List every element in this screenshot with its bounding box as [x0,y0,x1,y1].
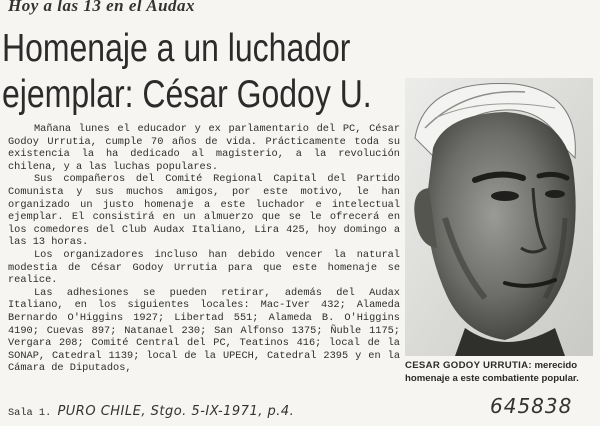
headline [2,26,372,118]
caption-text: merecido homenaje a este combatiente popular. [405,360,579,384]
caption-name: CESAR GODOY URRUTIA: [405,360,532,371]
photo-caption [405,360,597,385]
headline-line-1: Homenaje a un luchador [2,27,351,70]
body-paragraph: Los organizadores incluso han debido vencer la natural modestia de César Godoy Urrutia para que este homenaje se realice. [8,248,400,287]
source-line [8,404,294,419]
source-prefix: Sala 1. [8,407,52,419]
article-body [8,123,400,375]
portrait-image [405,78,593,356]
headline-line-2: ejemplar: César Godoy U. [2,73,372,116]
body-paragraph: Las adhesiones se pueden retirar, además del Audax Italiano, en los siguientes locales: Mac-Iver 432; Alameda Bernardo O'Higgins 1927; Libertad 551; Alameda B. O'Higgins 4190; Cuevas 897; Natanael 230; San Alfonso 1375; Ñuble 1175; Vergara 208; Comité Central del PC, Teatinos 416; local de la SONAP, Catedral 1139; local de la UPECH, Catedral 2395 y en la Cámara de Diputados, [8,286,400,375]
body-paragraph: Sus compañeros del Comité Regional Capital del Partido Comunista y sus muchos amigos, por este motivo, le han organizado un justo homenaje a este luchador e intelectual ejemplar. El consistirá en un almuerzo que se le ofrecerá en los comedores del Club Audax Italiano, Lira 425, hoy domingo a las 13 horas. [8,173,400,249]
archive-stamp-number: 645838 [490,394,573,418]
handwritten-citation: PURO CHILE, Stgo. 5-IX-1971, p.4. [57,404,295,419]
body-paragraph: Mañana lunes el educador y ex parlamentario del PC, César Godoy Urrutia, cumple 70 años de vida. Prácticamente toda su existencia la ha dedicado al magisterio, a la revolución chilena, y a las luchas populares. [8,123,400,173]
portrait-photo [405,78,593,356]
kicker-line: Hoy a las 13 en el Audax [8,0,196,15]
